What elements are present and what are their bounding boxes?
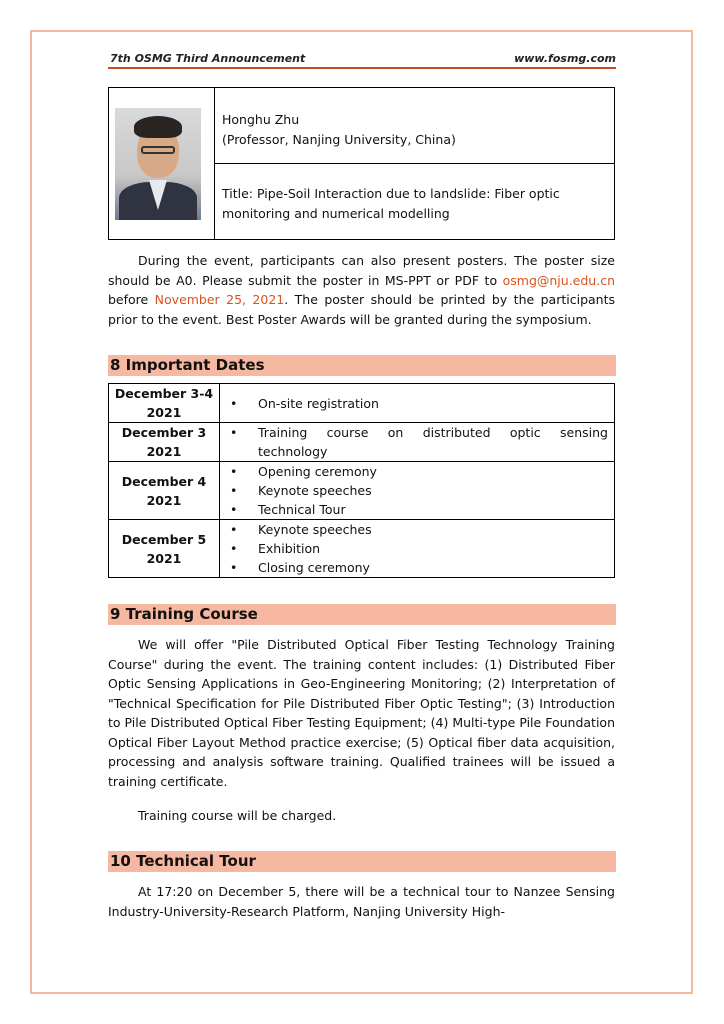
poster-deadline: November 25, 2021 <box>154 292 285 307</box>
header-title: 7th OSMG Third Announcement <box>110 52 306 65</box>
list-item: • Training course on distributed optic sensing <box>230 425 608 440</box>
speaker-affiliation: (Professor, Nanjing University, China) <box>222 132 456 147</box>
talk-title: Title: Pipe-Soil Interaction due to landslide: Fiber optic monitoring and numerical modelling <box>222 186 560 221</box>
list-item-continuation: technology <box>258 444 328 459</box>
date-cell: December 5 2021 <box>109 520 220 578</box>
table-row <box>109 462 615 520</box>
table-row <box>109 520 615 578</box>
speaker-card <box>108 87 615 240</box>
training-charge-note: Training course will be charged. <box>138 808 337 823</box>
contact-email[interactable]: osmg@nju.edu.cn <box>502 272 615 288</box>
list-item: • Exhibition <box>230 541 321 556</box>
speaker-name-cell <box>214 88 614 164</box>
list-item: • Technical Tour <box>230 502 346 517</box>
speaker-photo-cell <box>109 88 215 239</box>
speaker-name: Honghu Zhu <box>222 112 300 127</box>
section-heading-training-course: 9 Training Course <box>108 604 616 625</box>
header-website: www.fosmg.com <box>514 52 616 65</box>
list-item: • On-site registration <box>230 395 379 411</box>
list-item: • Keynote speeches <box>230 483 372 498</box>
table-row <box>109 423 615 462</box>
section-heading-technical-tour: 10 Technical Tour <box>108 851 616 872</box>
events-cell <box>220 520 615 578</box>
important-dates-table <box>108 383 615 578</box>
section-heading-important-dates: 8 Important Dates <box>108 355 616 376</box>
speaker-photo <box>115 108 201 220</box>
events-cell <box>220 462 615 520</box>
date-cell: December 3-4 2021 <box>109 384 220 423</box>
list-item: • Opening ceremony <box>230 464 377 479</box>
table-row <box>109 384 615 423</box>
technical-tour-paragraph: At 17:20 on December 5, there will be a technical tour to Nanzee Sensing Industry-University-Research Platform, Nanjing University High- <box>108 884 615 919</box>
header-divider <box>108 67 616 69</box>
poster-paragraph: During the event, participants can also present posters. The poster size should be A0. Please submit the poster in MS-PPT or PDF to osmg@nju.edu.cn before November 25, 2021. The poster should be printed by the participants prior to the event. Best Poster Awards will be granted during the symposium. <box>108 253 615 327</box>
list-item: • Closing ceremony <box>230 560 370 575</box>
list-item: • Keynote speeches <box>230 522 372 537</box>
training-paragraph: We will offer "Pile Distributed Optical Fiber Testing Technology Training Course" during the event. The training content includes: (1) Distributed Fiber Optic Sensing Applications in Geo-Engineering Monitoring; (2) Interpretation of "Technical Specification for Pile Distributed Fiber Optic Testing"; (3) Introduction to Pile Distributed Optical Fiber Testing Equipment; (4) Multi-type Pile Foundation Optical Fiber Layout Method practice exercise; (5) Optical fiber data acquisition, processing and analysis software training. Qualified trainees will be issued a training certificate. <box>108 637 615 789</box>
date-cell: December 4 2021 <box>109 462 220 520</box>
events-cell <box>220 423 615 462</box>
date-cell: December 3 2021 <box>109 423 220 462</box>
events-cell <box>220 384 615 423</box>
